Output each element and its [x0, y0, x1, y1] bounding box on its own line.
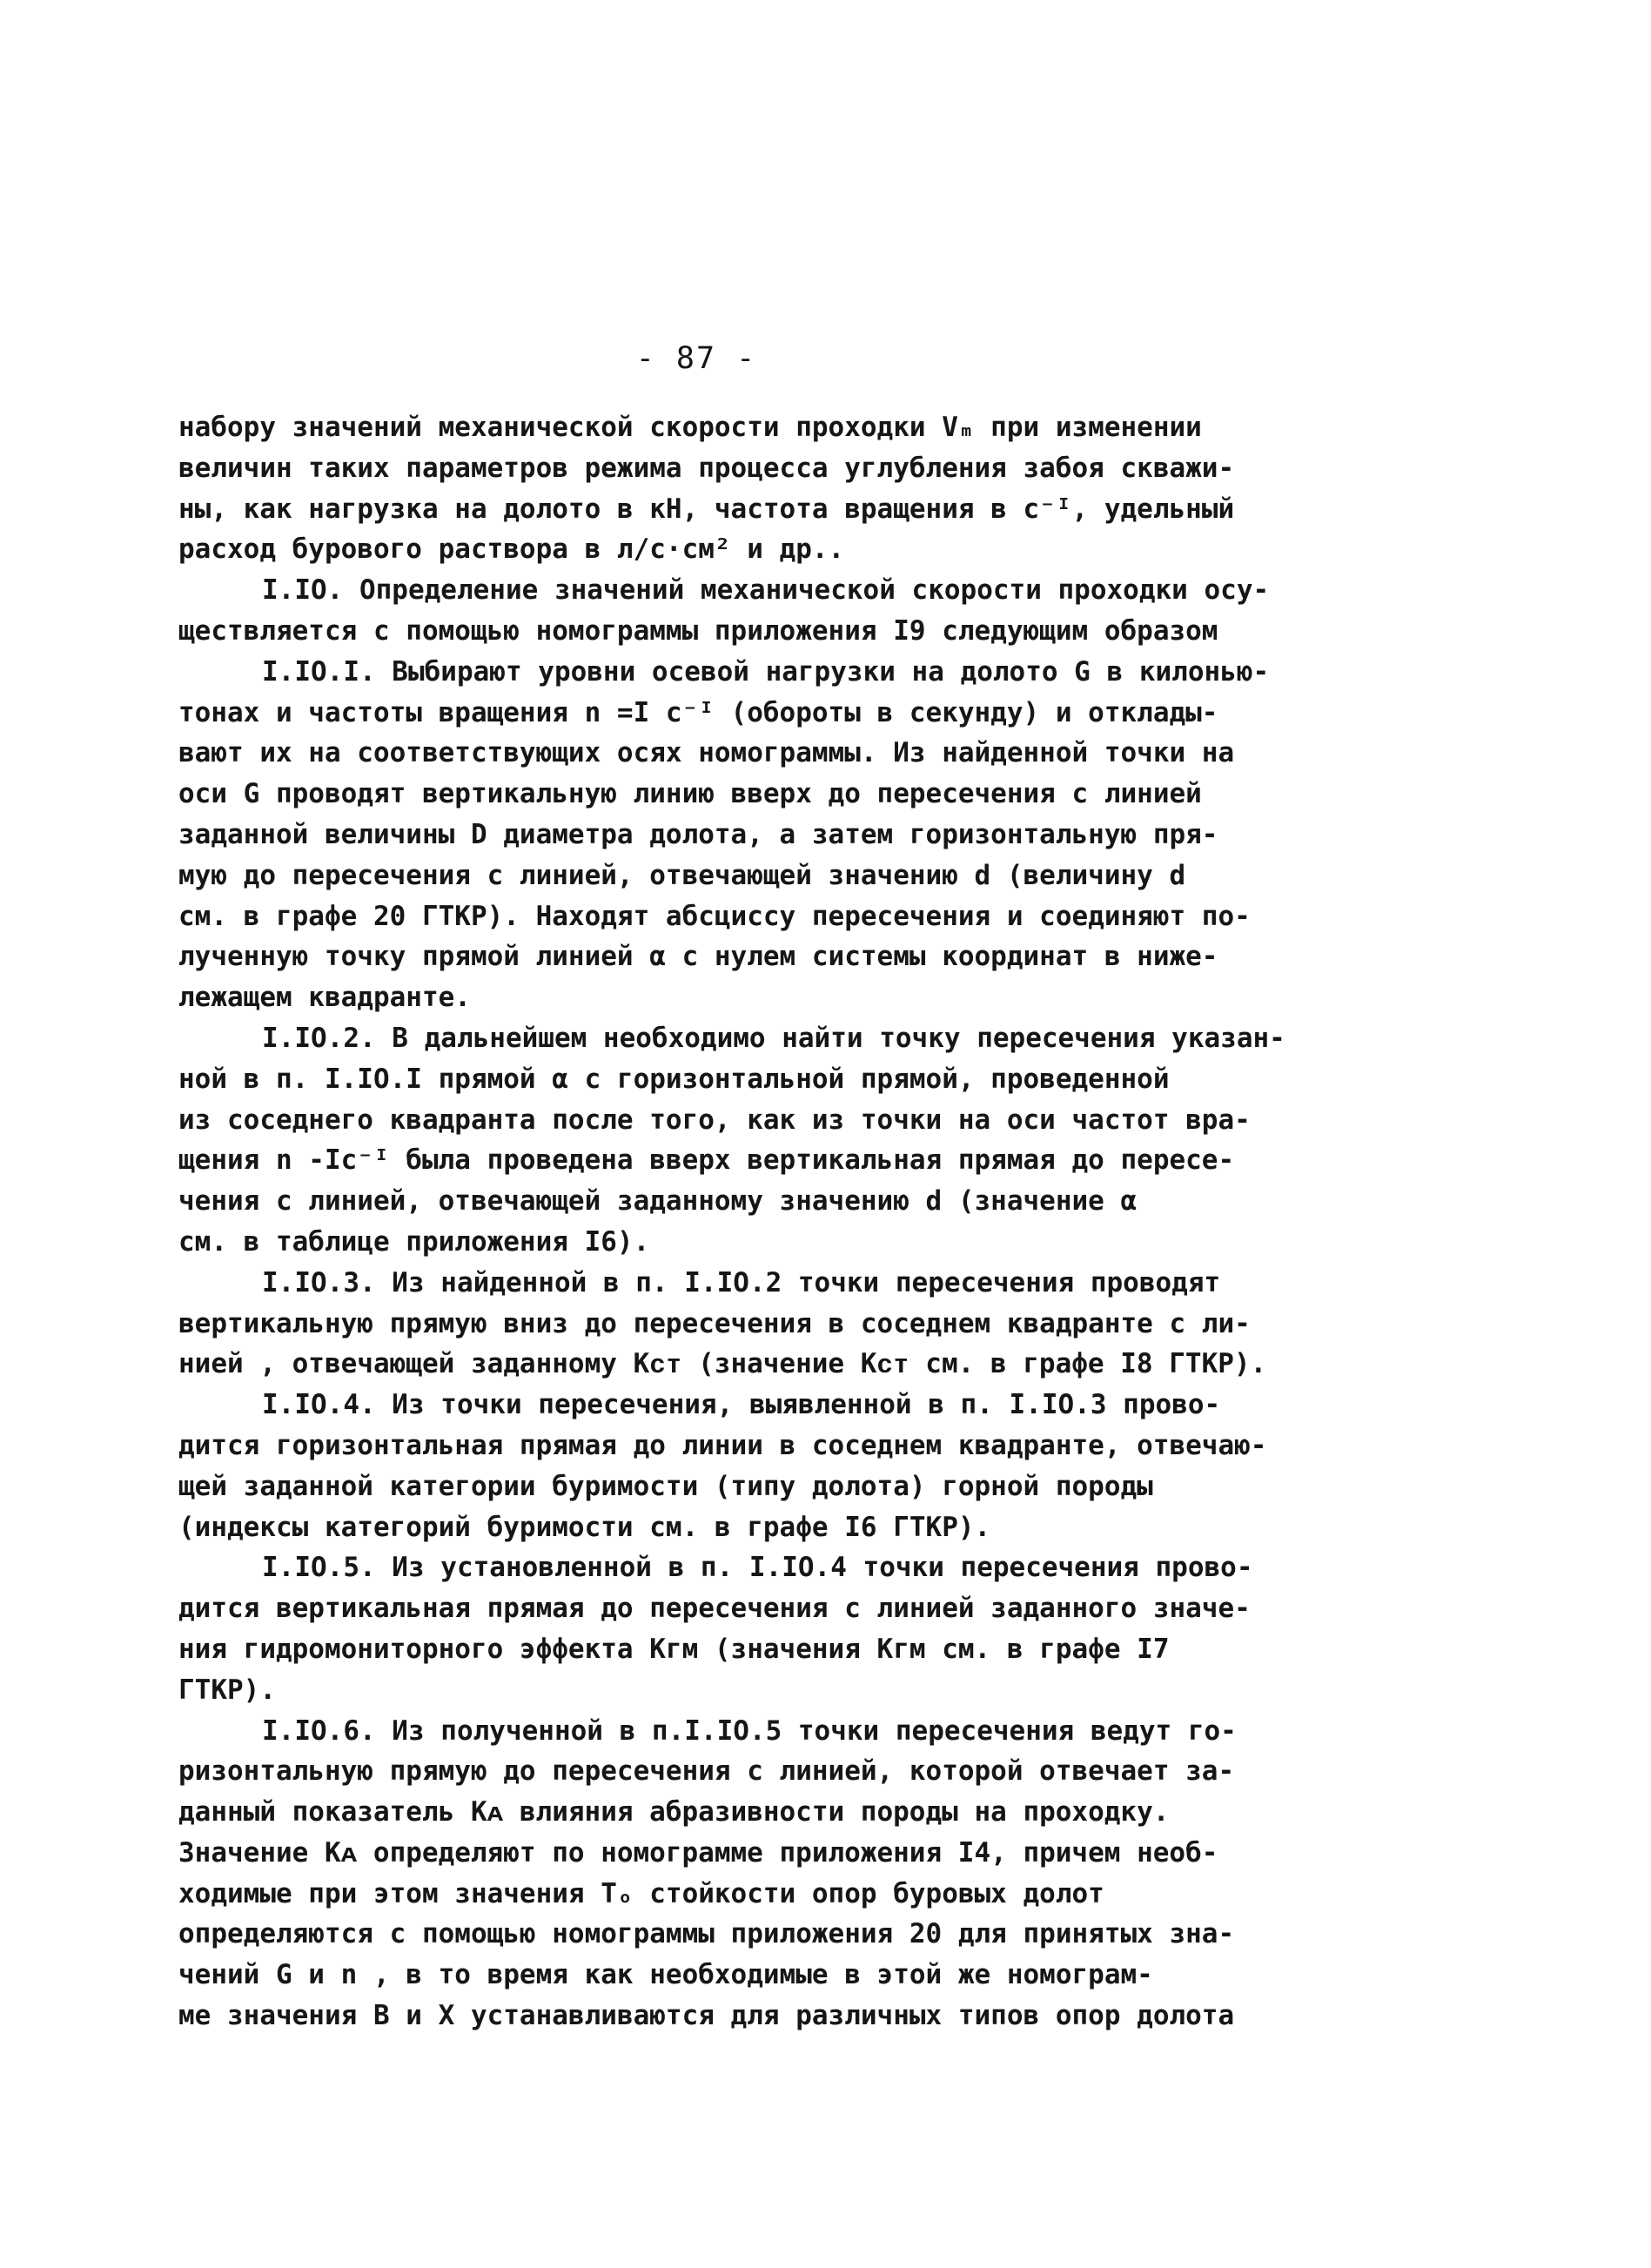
paragraph-start: I.IO.3. Из найденной в п. I.IO.2 точки пересечения проводят	[262, 1266, 1221, 1298]
page-number: - 87 -	[635, 341, 757, 376]
text-line: щей заданной категории буримости (типу долота) горной породы	[178, 1470, 1153, 1502]
paragraph-start: I.IO.2. В дальнейшем необходимо найти точку пересечения указан-	[262, 1022, 1285, 1054]
text-line: ГТКР).	[178, 1674, 276, 1706]
paragraph-start: I.IO.4. Из точки пересечения, выявленной в п. I.IO.3 прово-	[262, 1389, 1221, 1421]
text-line: дится горизонтальная прямая до линии в соседнем квадранте, отвечаю-	[178, 1429, 1267, 1461]
text-line: см. в таблице приложения I6).	[178, 1225, 650, 1258]
text-line: мую до пересечения с линией, отвечающей значению d (величину d	[178, 859, 1186, 891]
text-line: заданной величины D диаметра долота, а затем горизонтальную пря-	[178, 818, 1218, 850]
text-line: ны, как нагрузка на долото в кН, частота вращения в с⁻ᴵ, удельный	[178, 493, 1235, 525]
text-line: щения n -Iс⁻ᴵ была проведена вверх вертикальная прямая до пересе-	[178, 1144, 1235, 1177]
text-line: оси G проводят вертикальную линию вверх до пересечения с линией	[178, 778, 1202, 810]
paragraph-start: I.IO. Определение значений механической скорости проходки осу-	[262, 574, 1270, 607]
text-line: дится вертикальная прямая до пересечения с линией заданного значе-	[178, 1593, 1251, 1625]
text-line: чений G и n , в то время как необходимые в этой же номограм-	[178, 1959, 1153, 1991]
text-line: ной в п. I.IO.I прямой α с горизонтальной прямой, проведенной	[178, 1063, 1170, 1095]
text-line: набору значений механической скорости проходки Vₘ при изменении	[178, 412, 1202, 443]
text-line: см. в графе 20 ГТКР). Находят абсциссу пересечения и соединяют по-	[178, 900, 1251, 932]
text-line: Значение Кᴀ определяют по номограмме приложения I4, причем необ-	[178, 1836, 1218, 1869]
paragraph-start: I.IO.5. Из установленной в п. I.IO.4 точки пересечения прово-	[262, 1552, 1253, 1584]
text-line: лежащем квадранте.	[178, 982, 471, 1014]
paragraph-start: I.IO.6. Из полученной в п.I.IO.5 точки пересечения ведут го-	[262, 1714, 1237, 1747]
text-line: ризонтальную прямую до пересечения с линией, которой отвечает за-	[178, 1755, 1235, 1788]
text-line: ния гидромониторного эффекта Кгм (значения Кгм см. в графе I7	[178, 1633, 1170, 1665]
text-line: данный показатель Кᴀ влияния абразивности породы на проходку.	[178, 1796, 1170, 1828]
body-text	[178, 407, 1301, 2037]
text-line: вертикальную прямую вниз до пересечения в соседнем квадранте с ли-	[178, 1307, 1251, 1339]
text-line: ме значения В и Х устанавливаются для различных типов опор долота	[178, 2000, 1235, 2032]
text-line: нией , отвечающей заданному Кᴄᴛ (значение Кᴄᴛ см. в графе I8 ГТКР).	[178, 1348, 1267, 1380]
text-line: тонах и частоты вращения n =I с⁻ᴵ (обороты в секунду) и отклады-	[178, 696, 1218, 728]
paragraph-start: I.IO.I. Выбирают уровни осевой нагрузки на долото G в килонью-	[262, 655, 1270, 688]
text-line: из соседнего квадранта после того, как из точки на оси частот вра-	[178, 1104, 1251, 1136]
text-line: величин таких параметров режима процесса углубления забоя скважи-	[178, 452, 1235, 484]
text-line: ходимые при этом значения Tₒ стойкости опор буровых долот	[178, 1877, 1104, 1909]
text-line: ществляется с помощью номограммы приложения I9 следующим образом	[178, 614, 1218, 647]
text-line: расход бурового раствора в л/с·см² и др..	[178, 533, 845, 566]
text-line: лученную точку прямой линией α с нулем системы координат в ниже-	[178, 941, 1218, 973]
text-line: вают их на соответствующих осях номограммы. Из найденной точки на	[178, 737, 1235, 769]
text-line: (индексы категорий буримости см. в графе I6 ГТКР).	[178, 1511, 991, 1543]
text-line: определяются с помощью номограммы приложения 20 для принятых зна-	[178, 1918, 1235, 1950]
text-line: чения с линией, отвечающей заданному значению d (значение α	[178, 1185, 1138, 1218]
